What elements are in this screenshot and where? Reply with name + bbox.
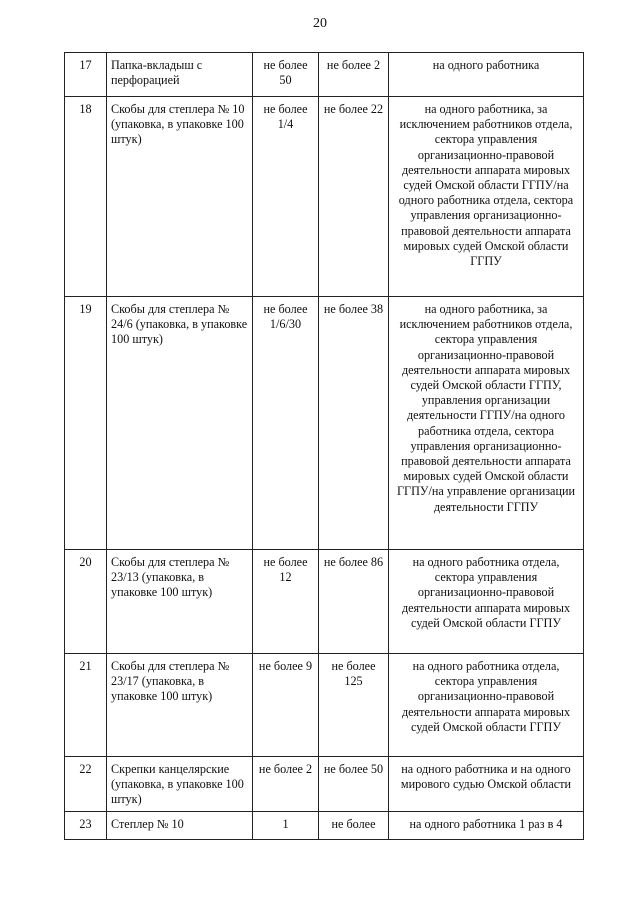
item-norm: на одного работника, за исключением работников отдела, сектора управления организационно-правовой деятельности аппарата мировых судей Омской области ГГПУ/на одного работника отдела, сектора управления организационно-правовой деятельности аппарата мировых судей Омской области ГГПУ — [389, 97, 584, 297]
row-number: 21 — [65, 654, 107, 757]
item-norm: на одного работника, за исключением работников отдела, сектора управления организационно-правовой деятельности аппарата мировых судей Омской области ГГПУ, управления организации деятельности ГГПУ/на одного работника отдела, сектора управления организационно-правовой деятельности аппарата мировых судей Омской области ГГПУ/на управление организации деятельности ГГПУ — [389, 297, 584, 550]
item-quantity: 1 — [253, 812, 319, 840]
item-limit: не более 38 — [319, 297, 389, 550]
item-norm: на одного работника и на одного мирового судью Омской области — [389, 757, 584, 812]
item-name: Скобы для степлера № 23/13 (упаковка, в упаковке 100 штук) — [107, 550, 253, 654]
item-name: Папка-вкладыш с перфорацией — [107, 53, 253, 97]
table-row — [65, 812, 584, 840]
item-quantity: не более 9 — [253, 654, 319, 757]
row-number: 22 — [65, 757, 107, 812]
item-norm: на одного работника — [389, 53, 584, 97]
item-quantity: не более 2 — [253, 757, 319, 812]
item-name: Скобы для степлера № 23/17 (упаковка, в упаковке 100 штук) — [107, 654, 253, 757]
table-row — [65, 550, 584, 654]
item-limit: не более 50 — [319, 757, 389, 812]
table-row — [65, 297, 584, 550]
item-norm: на одного работника 1 раз в 4 — [389, 812, 584, 840]
item-limit: не более 2 — [319, 53, 389, 97]
row-number: 17 — [65, 53, 107, 97]
item-name: Степлер № 10 — [107, 812, 253, 840]
table-row — [65, 654, 584, 757]
row-number: 18 — [65, 97, 107, 297]
supplies-table — [64, 52, 584, 840]
item-quantity: не более 12 — [253, 550, 319, 654]
row-number: 20 — [65, 550, 107, 654]
row-number: 23 — [65, 812, 107, 840]
item-name: Скобы для степлера № 10 (упаковка, в упаковке 100 штук) — [107, 97, 253, 297]
item-limit: не более 22 — [319, 97, 389, 297]
item-quantity: не более 1/4 — [253, 97, 319, 297]
table-row — [65, 757, 584, 812]
page-number: 20 — [313, 16, 327, 31]
table-row — [65, 53, 584, 97]
item-limit: не более 86 — [319, 550, 389, 654]
row-number: 19 — [65, 297, 107, 550]
item-quantity: не более 1/6/30 — [253, 297, 319, 550]
item-name: Скобы для степлера № 24/6 (упаковка, в упаковке 100 штук) — [107, 297, 253, 550]
item-norm: на одного работника отдела, сектора управления организационно-правовой деятельности аппарата мировых судей Омской области ГГПУ — [389, 550, 584, 654]
item-limit: не более — [319, 812, 389, 840]
item-name: Скрепки канцелярские (упаковка, в упаковке 100 штук) — [107, 757, 253, 812]
item-norm: на одного работника отдела, сектора управления организационно-правовой деятельности аппарата мировых судей Омской области ГГПУ — [389, 654, 584, 757]
item-limit: не более 125 — [319, 654, 389, 757]
item-quantity: не более 50 — [253, 53, 319, 97]
table-row — [65, 97, 584, 297]
